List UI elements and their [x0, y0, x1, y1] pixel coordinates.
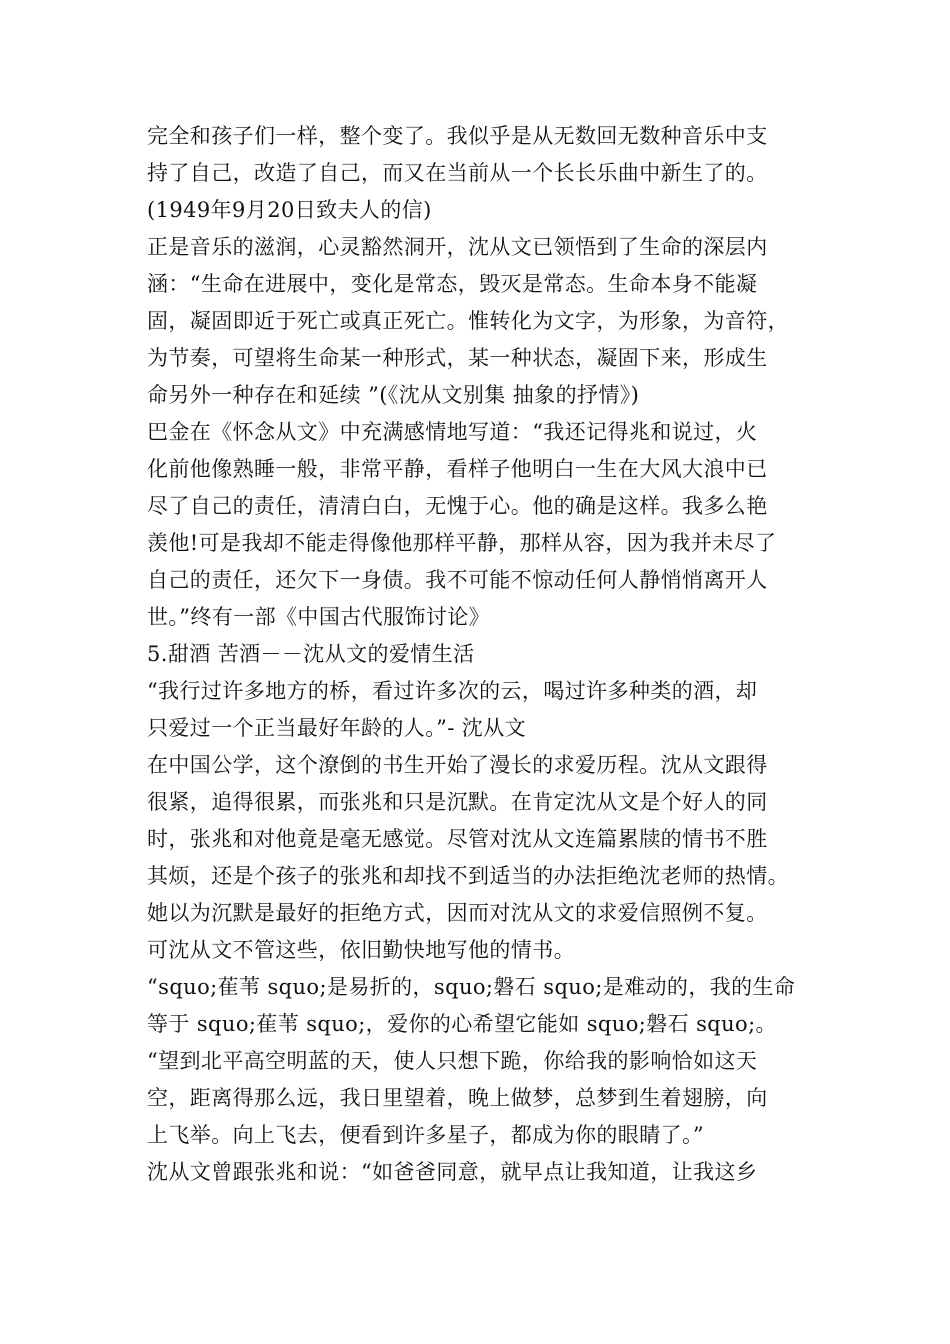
- text-line: “squo;萑苇 squo;是易折的，squo;磐石 squo;是难动的，我的生命: [147, 975, 796, 999]
- text-line: 命另外一种存在和延续 ”(《沈从文别集 抽象的抒情》): [147, 383, 640, 407]
- text-line: 沈从文曾跟张兆和说：“如爸爸同意，就早点让我知道，让我这乡: [147, 1160, 758, 1184]
- text-line: 世。”终有一部《中国古代服饰讨论》: [147, 605, 491, 629]
- text-line: 在中国公学，这个潦倒的书生开始了漫长的求爱历程。沈从文跟得: [147, 753, 768, 777]
- text-line: (1949年9月20日致夫人的信): [147, 198, 432, 222]
- text-line: 上飞举。向上飞去，便看到许多星子，都成为你的眼睛了。”: [147, 1123, 705, 1147]
- text-line: 自己的责任，还欠下一身债。我不可能不惊动任何人静悄悄离开人: [147, 568, 768, 592]
- text-line: 空，距离得那么远，我日里望着，晚上做梦，总梦到生着翅膀，向: [147, 1086, 768, 1110]
- text-line: 时，张兆和对他竟是毫无感觉。尽管对沈从文连篇累牍的情书不胜: [147, 827, 768, 851]
- text-line: 持了自己，改造了自己，而又在当前从一个长长乐曲中新生了的。: [147, 161, 768, 185]
- text-line: 她以为沉默是最好的拒绝方式，因而对沈从文的求爱信照例不复。: [147, 901, 768, 925]
- text-line: 巴金在《怀念从文》中充满感情地写道：“我还记得兆和说过，火: [147, 420, 758, 444]
- text-line: 其烦，还是个孩子的张兆和却找不到适当的办法拒绝沈老师的热情。: [147, 864, 789, 888]
- body-text: [147, 118, 827, 1191]
- text-line: 涵：“生命在进展中，变化是常态，毁灭是常态。生命本身不能凝: [147, 272, 758, 296]
- text-line: 完全和孩子们一样，整个变了。我似乎是从无数回无数种音乐中支: [147, 124, 768, 148]
- text-line: 正是音乐的滋润，心灵豁然洞开，沈从文已领悟到了生命的深层内: [147, 235, 768, 259]
- text-line: 等于 squo;萑苇 squo;，爱你的心希望它能如 squo;磐石 squo;。: [147, 1012, 777, 1036]
- text-line: “我行过许多地方的桥，看过许多次的云，喝过许多种类的酒，却: [147, 679, 758, 703]
- text-line: 只爱过一个正当最好年龄的人。”- 沈从文: [147, 716, 527, 740]
- text-line: 为节奏，可望将生命某一种形式，某一种状态，凝固下来，形成生: [147, 346, 768, 370]
- text-line: “望到北平高空明蓝的天，使人只想下跪，你给我的影响恰如这天: [147, 1049, 758, 1073]
- text-line: 羡他!可是我却不能走得像他那样平静，那样从容，因为我并未尽了: [147, 531, 777, 555]
- text-line: 化前他像熟睡一般，非常平静，看样子他明白一生在大风大浪中已: [147, 457, 768, 481]
- text-line: 固，凝固即近于死亡或真正死亡。惟转化为文字，为形象，为音符，: [147, 309, 789, 333]
- section-heading: 5.甜酒 苦酒－－沈从文的爱情生活: [147, 642, 475, 666]
- text-line: 很紧，追得很累，而张兆和只是沉默。在肯定沈从文是个好人的同: [147, 790, 768, 814]
- text-line: 尽了自己的责任，清清白白，无愧于心。他的确是这样。我多么艳: [147, 494, 768, 518]
- text-line: 可沈从文不管这些，依旧勤快地写他的情书。: [147, 938, 575, 962]
